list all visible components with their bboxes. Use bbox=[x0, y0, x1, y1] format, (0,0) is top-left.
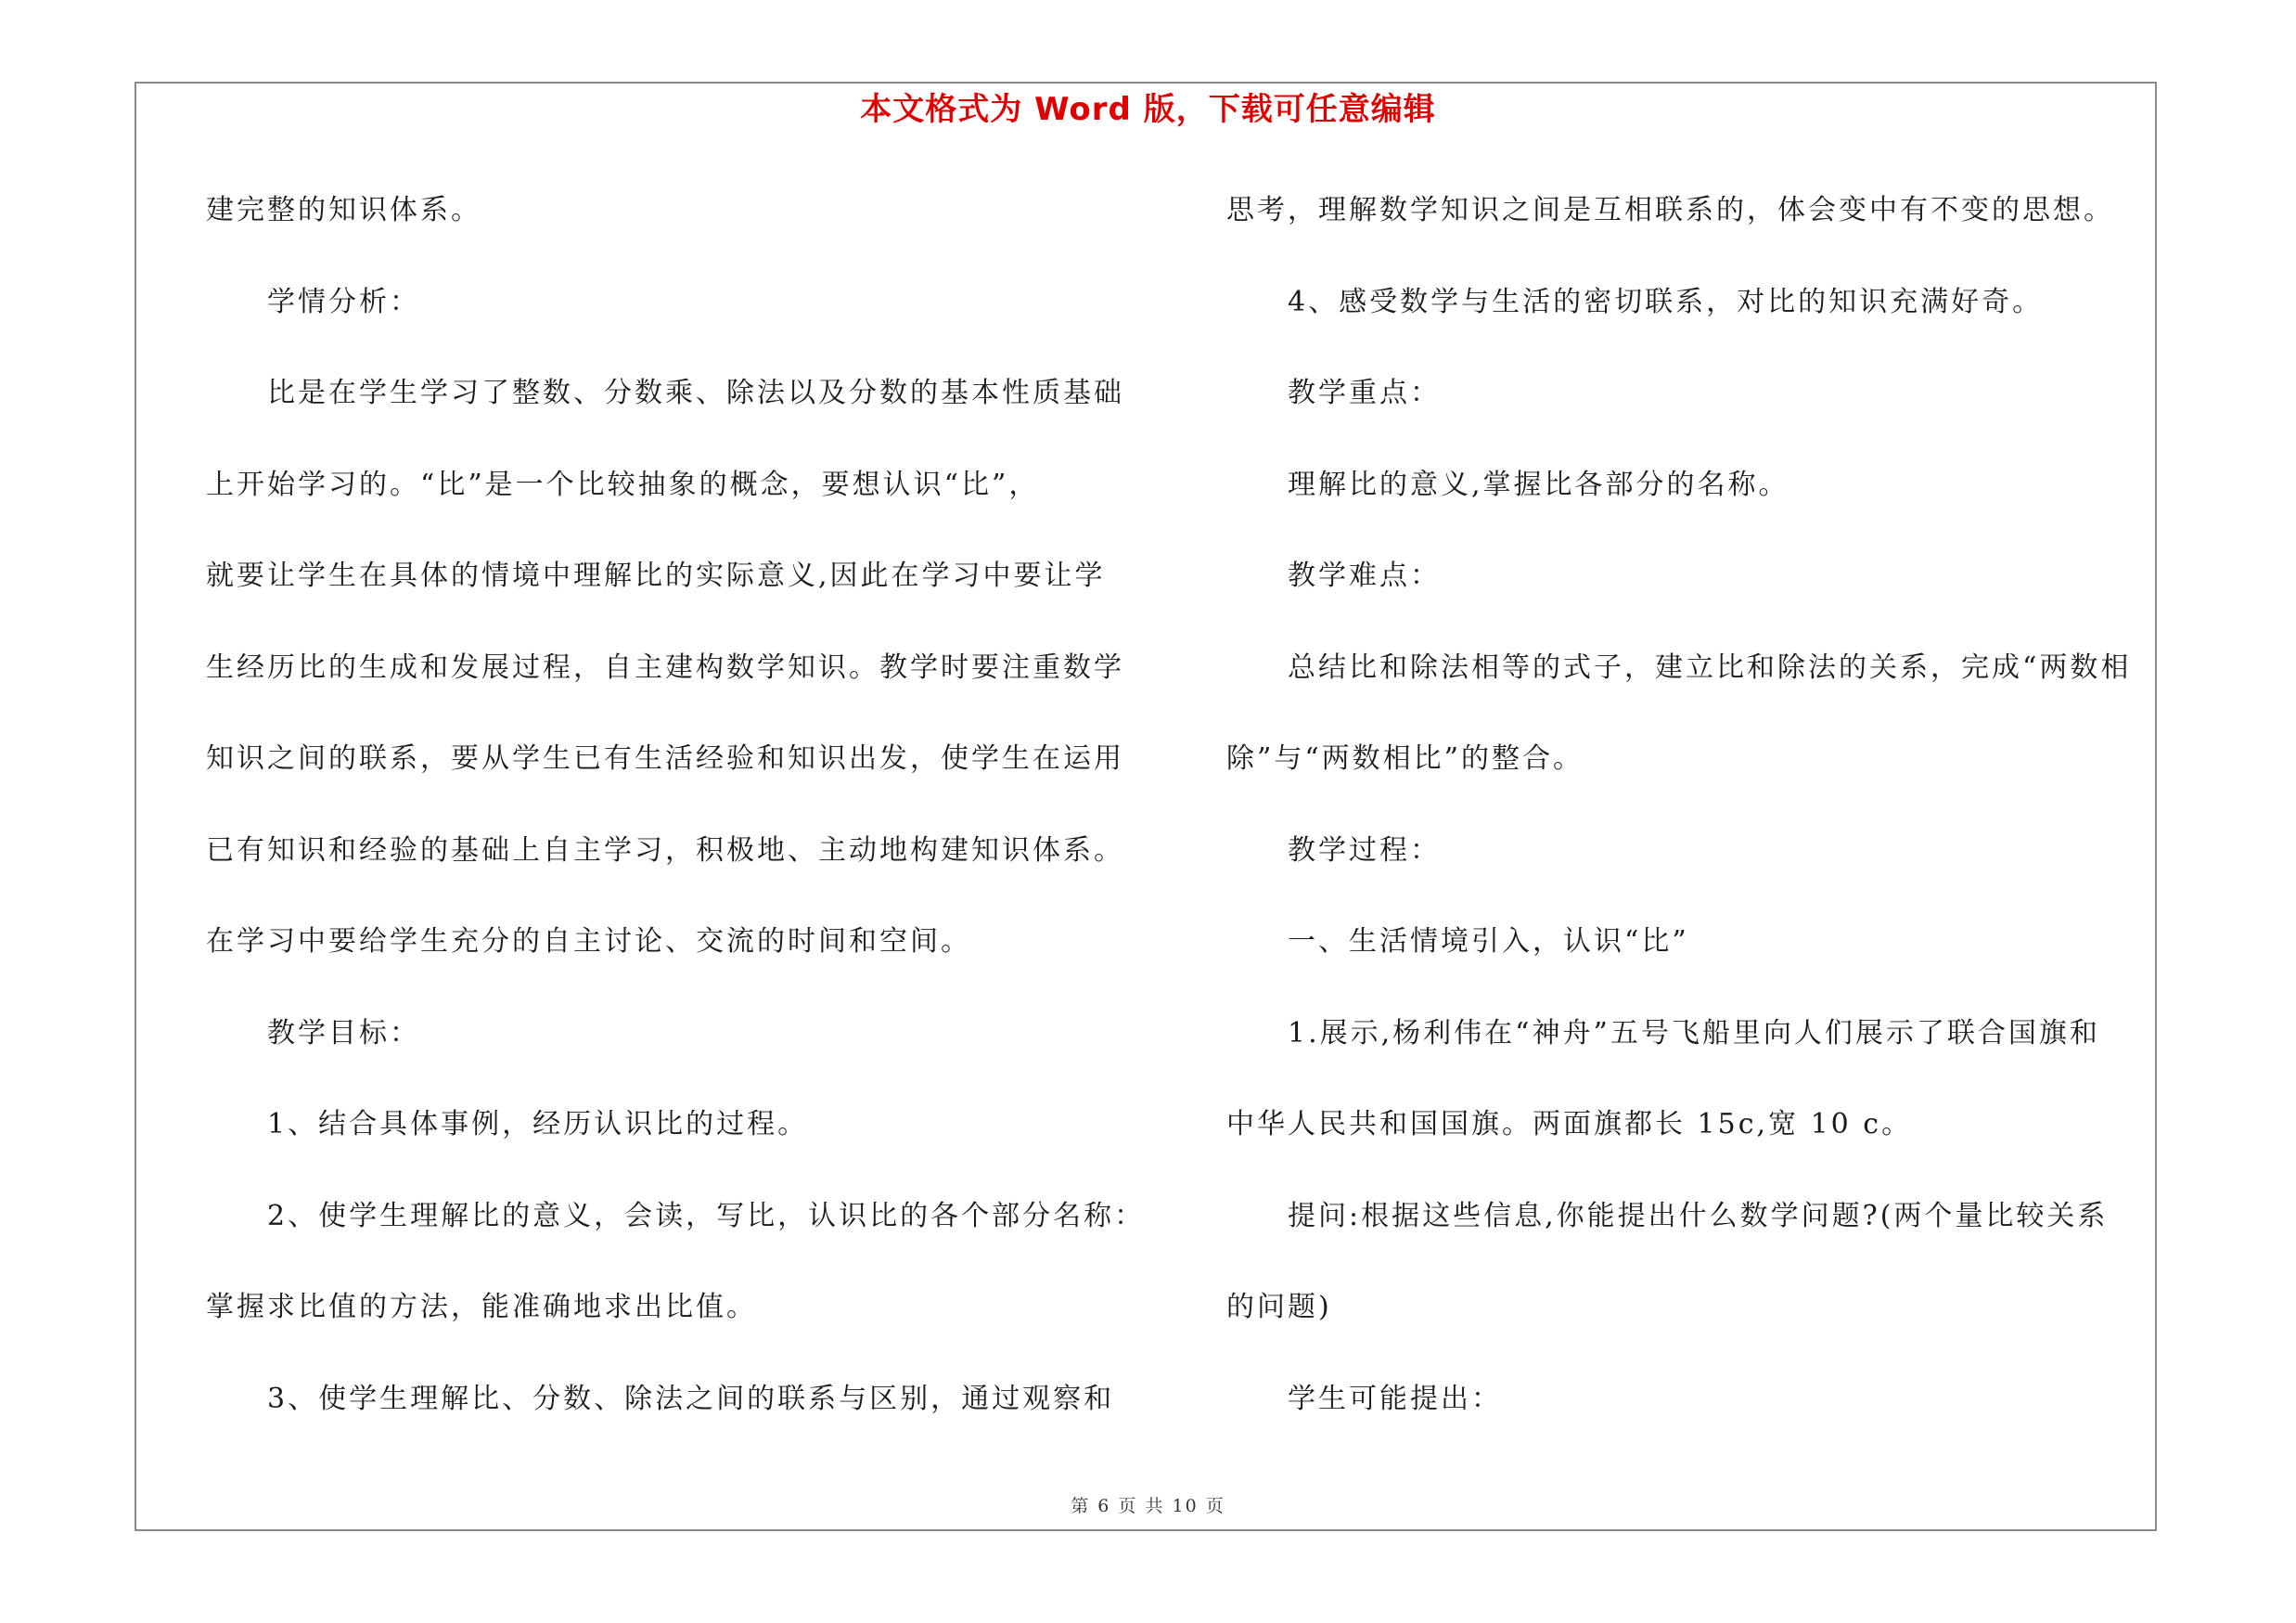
text-line: 除”与“两数相比”的整合。 bbox=[1226, 742, 1584, 775]
left-column bbox=[206, 181, 1171, 1461]
text-line: 已有知识和经验的基础上自主学习，积极地、主动地构建知识体系。 bbox=[206, 833, 1124, 867]
text-line: 上开始学习的。“比”是一个比较抽象的概念，要想认识“比”， bbox=[206, 468, 1040, 501]
text-line: 学情分析： bbox=[267, 285, 420, 318]
text-line: 教学过程： bbox=[1288, 833, 1441, 867]
text-line: 教学目标： bbox=[267, 1016, 420, 1050]
text-line: 知识之间的联系，要从学生已有生活经验和知识出发，使学生在运用 bbox=[206, 742, 1124, 775]
text-line: 建完整的知识体系。 bbox=[206, 194, 481, 226]
text-line: 思考，理解数学知识之间是互相联系的，体会变中有不变的思想。 bbox=[1226, 194, 2114, 226]
text-line: 在学习中要给学生充分的自主讨论、交流的时间和空间。 bbox=[206, 925, 971, 958]
text-line: 4、感受数学与生活的密切联系，对比的知识充满好奇。 bbox=[1288, 285, 2044, 318]
text-line: 掌握求比值的方法，能准确地求出比值。 bbox=[206, 1291, 757, 1323]
text-line: 1.展示,杨利伟在“神舟”五号飞船里向人们展示了联合国旗和 bbox=[1288, 1016, 2100, 1050]
text-line: 3、使学生理解比、分数、除法之间的联系与区别，通过观察和 bbox=[267, 1382, 1115, 1415]
text-line: 中华人民共和国国旗。两面旗都长 15c,宽 10 c。 bbox=[1226, 1108, 1913, 1140]
text-line: 理解比的意义,掌握比各部分的名称。 bbox=[1288, 468, 1789, 501]
page-number: 第 6 页 共 10 页 bbox=[1071, 1496, 1225, 1516]
text-line: 生经历比的生成和发展过程，自主建构数学知识。教学时要注重数学 bbox=[206, 650, 1124, 684]
text-line: 教学难点： bbox=[1288, 560, 1441, 592]
text-line: 比是在学生学习了整数、分数乘、除法以及分数的基本性质基础 bbox=[267, 377, 1124, 409]
text-line: 教学重点： bbox=[1288, 377, 1441, 409]
text-line: 的问题) bbox=[1226, 1291, 1332, 1323]
text-line: 总结比和除法相等的式子，建立比和除法的关系，完成“两数相 bbox=[1288, 650, 2132, 684]
text-line: 学生可能提出： bbox=[1288, 1382, 1502, 1415]
text-line: 一、生活情境引入，认识“比” bbox=[1288, 925, 1689, 958]
right-column bbox=[1226, 181, 2159, 1461]
text-line: 就要让学生在具体的情境中理解比的实际意义,因此在学习中要让学 bbox=[206, 560, 1106, 592]
editable-banner: 本文格式为 Word 版，下载可任意编辑 bbox=[860, 91, 1436, 128]
text-line: 1、结合具体事例，经历认识比的过程。 bbox=[267, 1108, 809, 1140]
text-line: 提问:根据这些信息,你能提出什么数学问题?(两个量比较关系 bbox=[1288, 1199, 2109, 1232]
text-line: 2、使学生理解比的意义，会读，写比，认识比的各个部分名称： bbox=[267, 1199, 1146, 1232]
